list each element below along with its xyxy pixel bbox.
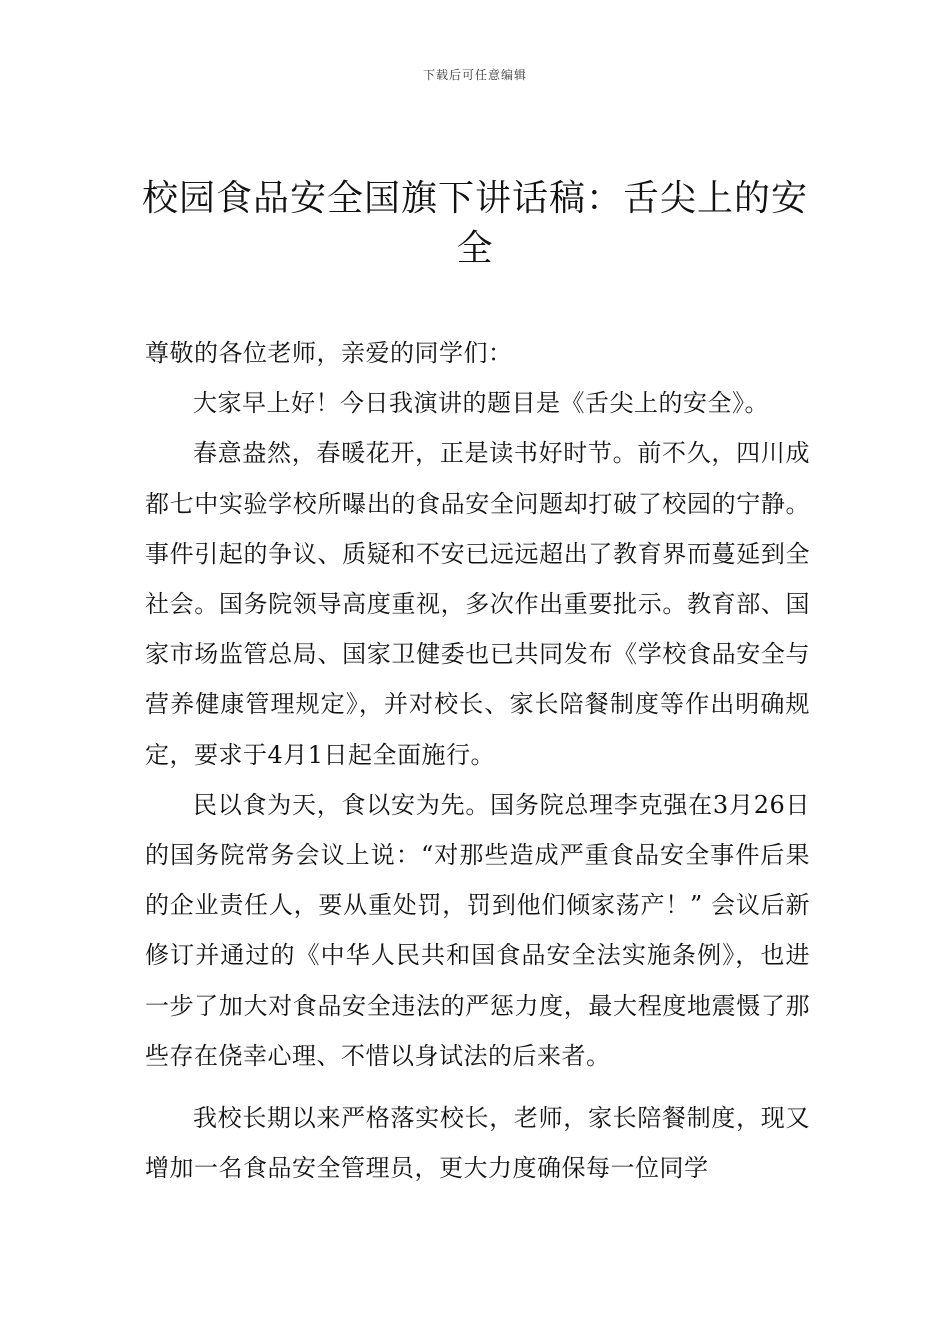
paragraph-school-measures: 我校长期以来严格落实校长，老师，家长陪餐制度，现又增加一名食品安全管理员，更大力度确保每一位同学: [145, 1104, 810, 1183]
salutation: 尊敬的各位老师，亲爱的同学们：: [145, 339, 513, 367]
document-title: 校园食品安全国旗下讲话稿：舌尖上的安全: [141, 178, 808, 269]
paragraph-policy: 民以食为天，食以安为先。国务院总理李克强在3月26日的国务院常务会议上说：“对那些造成严重食品安全事件后果的企业责任人，要从重处罚，罚到他们倾家荡产！” 会议后新修订并通过的《中华人民共和国食品安全法实施条例》，也进一步了加大对食品安全违法的严惩力度，最大程度地震慑了那些存在侥幸心理、不惜以身试法的后来者。: [145, 790, 810, 1070]
paragraph-greeting: 大家早上好！今日我演讲的题目是《舌尖上的安全》。: [193, 389, 769, 418]
document-body: [145, 328, 810, 1193]
header-note: 下载后可任意编辑: [422, 68, 527, 82]
paragraph-background: 春意盎然，春暖花开，正是读书好时节。前不久，四川成都七中实验学校所曝出的食品安全问题却打破了校园的宁静。事件引起的争议、质疑和不安已远远超出了教育界而蔓延到全社会。国务院领导高度重视，多次作出重要批示。教育部、国家市场监管总局、国家卫健委也已共同发布《学校食品安全与营养健康管理规定》，并对校长、家长陪餐制度等作出明确规定，要求于4月1日起全面施行。: [145, 439, 810, 769]
